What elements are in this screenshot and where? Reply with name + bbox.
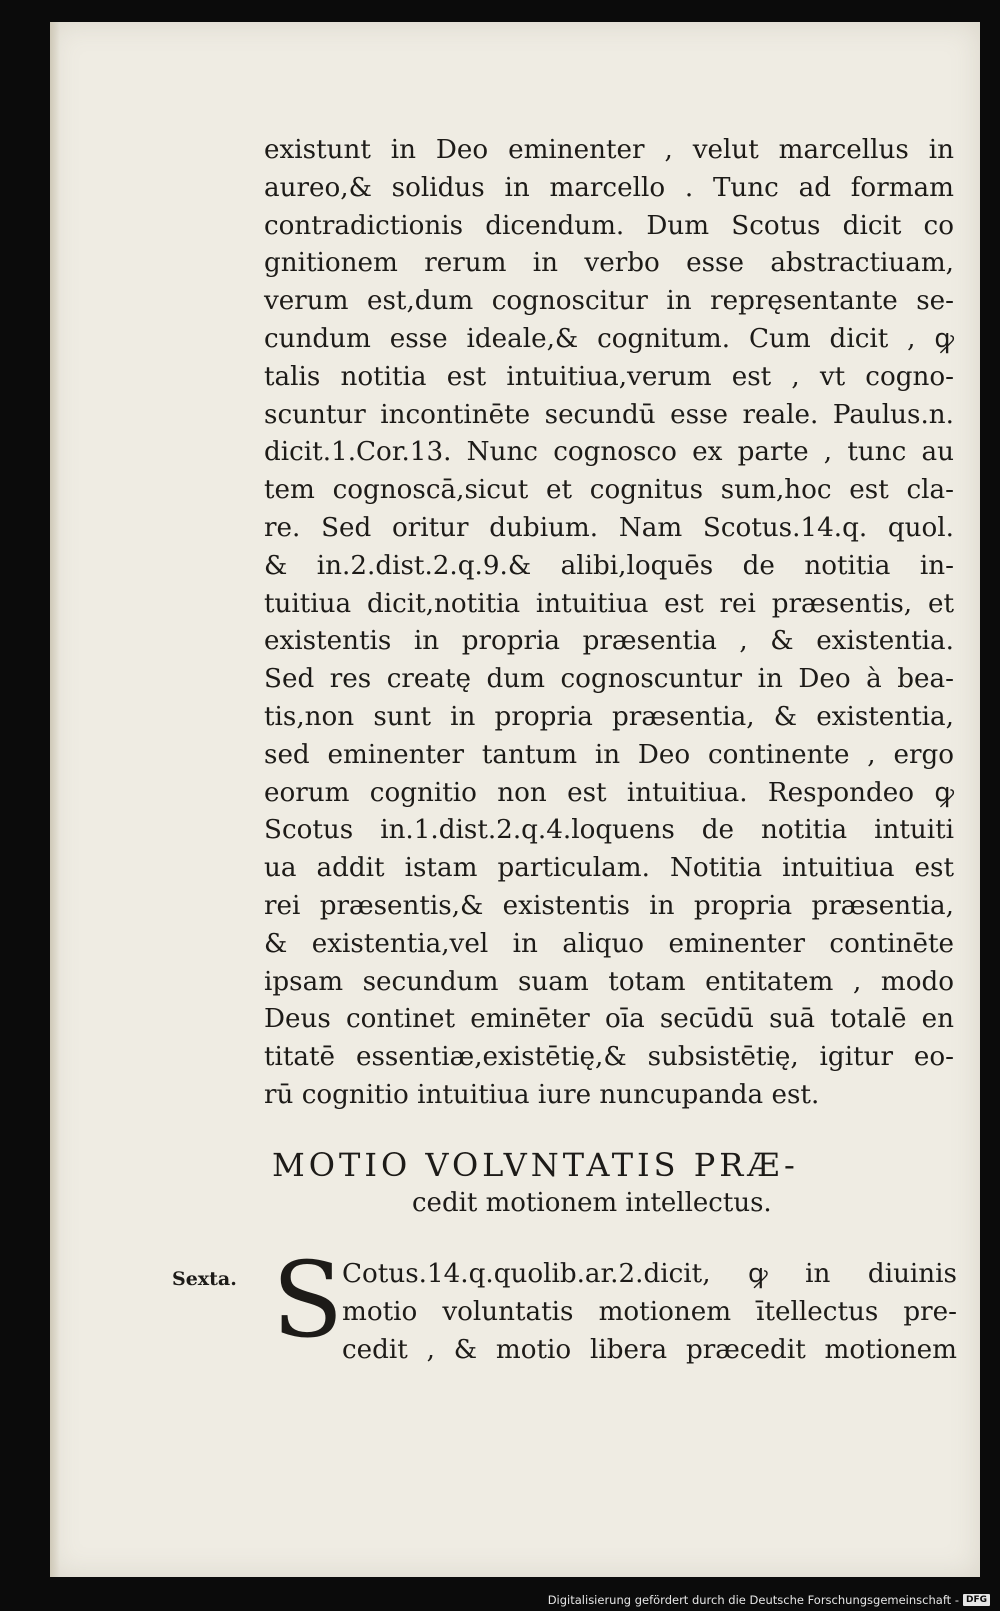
text-line: titatē essentiæ,existētię,& subsistētię, igitur eo- xyxy=(264,1042,954,1073)
text-line: ua addit istam particulam. Notitia intuitiua est xyxy=(264,853,954,884)
dfg-logo-icon: DFG xyxy=(963,1594,990,1606)
text-line: re. Sed oritur dubium. Nam Scotus.14.q. quol. xyxy=(264,512,954,543)
section-heading-line-2: cedit motionem intellectus. xyxy=(412,1188,772,1218)
text-line: aureo,& solidus in marcello . Tunc ad formam xyxy=(264,172,954,203)
section-heading-line-1: MOTIO VOLVNTATIS PRÆ- xyxy=(272,1146,799,1184)
text-line-last: rū cognitio intuitiua iure nuncupanda est. xyxy=(264,1079,820,1110)
text-line: existunt in Deo eminenter , velut marcellus in xyxy=(264,135,954,165)
text-line: & existentia,vel in aliquo eminenter continēte xyxy=(264,928,954,959)
credit-text: Digitalisierung gefördert durch die Deutsche Forschungsgemeinschaft - xyxy=(547,1593,959,1607)
text-line: rei præsentis,& existentis in propria præsentia, xyxy=(264,890,954,921)
second-paragraph xyxy=(342,1256,957,1369)
text-line: talis notitia est intuitiua,verum est , vt cogno- xyxy=(264,361,954,392)
main-paragraph xyxy=(264,132,954,1115)
text-line: Deus continet eminēter oīa secūdū suā totalē en xyxy=(264,1004,954,1035)
text-line: sed eminenter tantum in Deo continente , ergo xyxy=(264,739,954,770)
drop-cap: S xyxy=(272,1239,344,1361)
text-line: motio voluntatis motionem ītellectus pre- xyxy=(342,1296,957,1327)
text-line: scuntur incontinēte secundū esse reale. Paulus.n. xyxy=(264,399,954,430)
text-line: dicit.1.Cor.13. Nunc cognosco ex parte , tunc au xyxy=(264,437,954,468)
text-line: Cotus.14.q.quolib.ar.2.dicit, ꝙ in diuinis xyxy=(342,1259,957,1289)
text-line: cedit , & motio libera præcedit motionem xyxy=(342,1334,957,1365)
text-line: eorum cognitio non est intuitiua. Respondeo ꝙ xyxy=(264,777,954,808)
margin-note: Sexta. xyxy=(172,1268,237,1290)
digitization-credit xyxy=(548,1593,990,1607)
section-heading xyxy=(272,1145,962,1221)
text-line: contradictionis dicendum. Dum Scotus dicit co xyxy=(264,210,954,241)
page-spine-shadow xyxy=(50,22,60,1577)
text-line: existentis in propria præsentia , & existentia. xyxy=(264,626,954,657)
text-line: Sed res creatę dum cognoscuntur in Deo à bea- xyxy=(264,664,954,695)
text-line: gnitionem rerum in verbo esse abstractiuam, xyxy=(264,248,954,279)
text-line: tis,non sunt in propria præsentia, & existentia, xyxy=(264,701,954,732)
text-line: tuitiua dicit,notitia intuitiua est rei præsentis, et xyxy=(264,588,954,619)
text-line: Scotus in.1.dist.2.q.4.loquens de notitia intuiti xyxy=(264,815,954,846)
text-line: ipsam secundum suam totam entitatem , modo xyxy=(264,966,954,997)
text-line: & in.2.dist.2.q.9.& alibi,loquēs de notitia in- xyxy=(264,550,954,581)
text-line: verum est,dum cognoscitur in repręsentante se- xyxy=(264,286,954,317)
text-line: tem cognoscā,sicut et cognitus sum,hoc est cla- xyxy=(264,475,954,506)
text-line: cundum esse ideale,& cognitum. Cum dicit , ꝙ xyxy=(264,323,954,354)
